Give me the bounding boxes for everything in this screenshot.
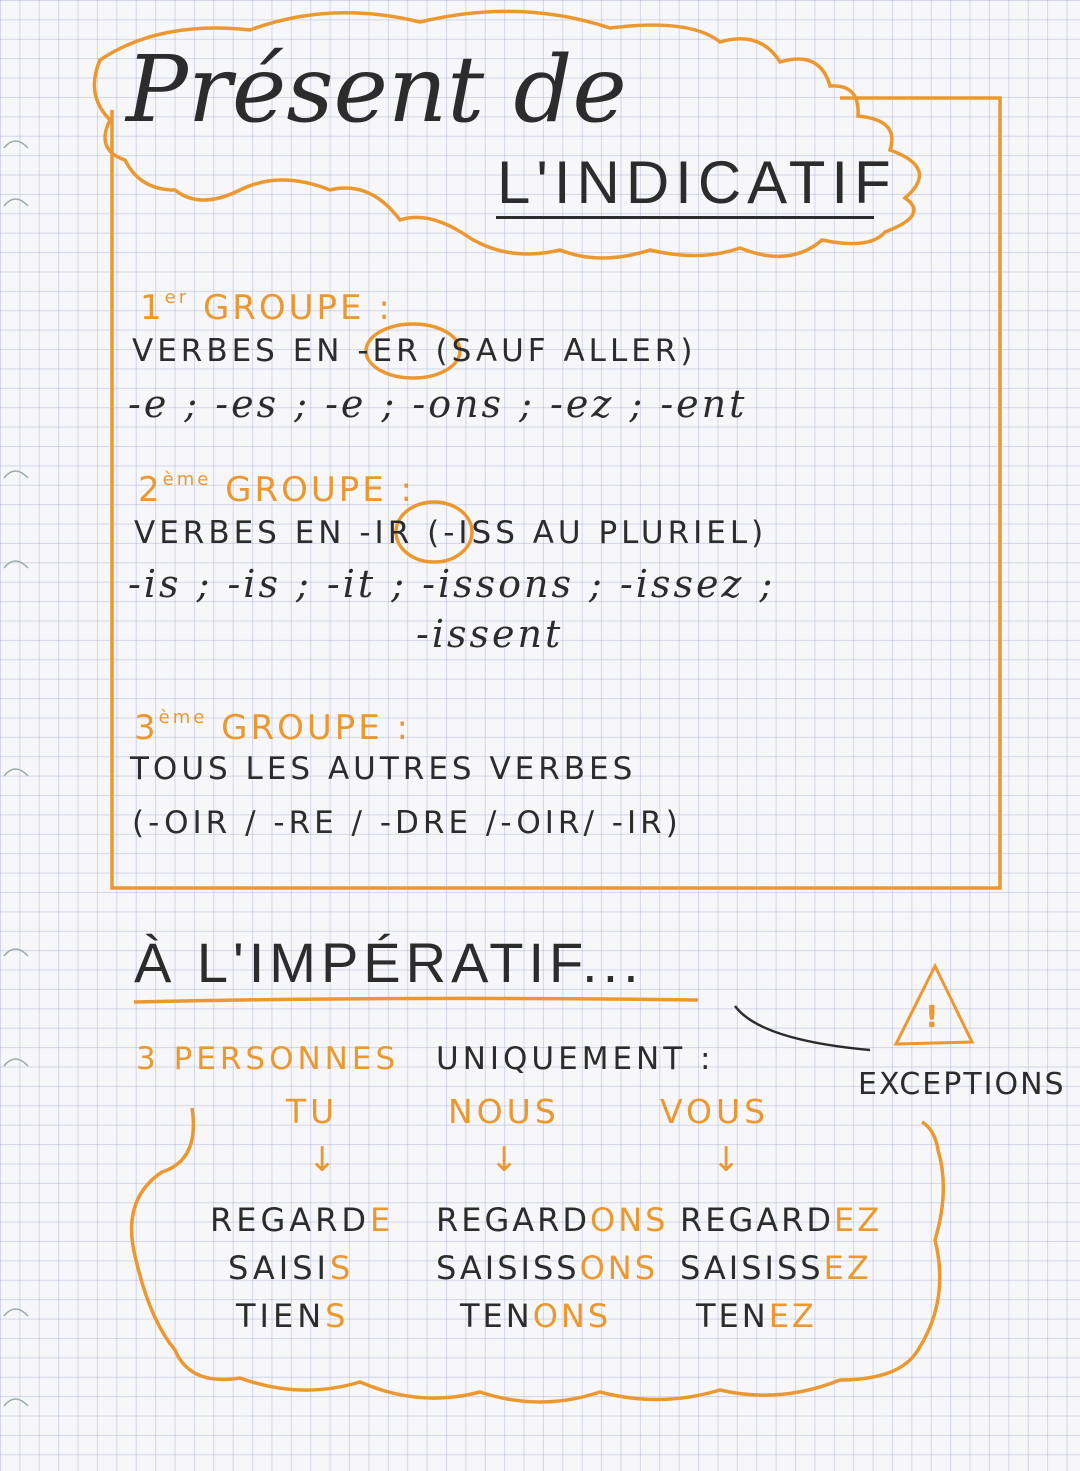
page-title: Présent de bbox=[126, 36, 627, 143]
person-nous: NOUS bbox=[448, 1092, 560, 1131]
group-3-heading bbox=[134, 698, 411, 748]
verb-ending: S bbox=[325, 1297, 350, 1335]
persons-label: 3 PERSONNES bbox=[136, 1041, 400, 1077]
verb-stem: SAISISS bbox=[680, 1249, 824, 1287]
verb-ending: EZ bbox=[823, 1249, 872, 1287]
verb-ending: ONS bbox=[590, 1201, 669, 1239]
group-2-sup: ème bbox=[162, 469, 212, 490]
group-2-number: 2 bbox=[138, 470, 163, 510]
verb-regarde bbox=[210, 1196, 394, 1244]
subtitle-underline bbox=[496, 216, 874, 219]
verb-ending: EZ bbox=[768, 1297, 817, 1335]
verb-stem: TIEN bbox=[236, 1297, 326, 1335]
group-1-rule-suffix: (SAUF ALLER) bbox=[435, 333, 697, 369]
group-2-endings-cont: -issent bbox=[416, 612, 564, 656]
verb-saisissons bbox=[436, 1244, 668, 1292]
group-2-rule-ending: -IR bbox=[359, 515, 414, 551]
only-label: UNIQUEMENT : bbox=[436, 1041, 715, 1077]
verb-stem: TEN bbox=[696, 1297, 769, 1335]
verb-stem: SAISISS bbox=[436, 1249, 580, 1287]
group-3-number: 3 bbox=[134, 708, 159, 748]
group-2-rule-suffix: (-ISS AU PLURIEL) bbox=[427, 515, 768, 551]
heading-underline bbox=[134, 998, 698, 1002]
group-1-sup: er bbox=[164, 287, 190, 308]
verb-stem: SAISI bbox=[228, 1249, 330, 1287]
person-vous: VOUS bbox=[660, 1092, 770, 1131]
group-2-heading bbox=[138, 460, 415, 510]
arrow-vous: ↓ bbox=[712, 1140, 741, 1180]
exceptions-curve bbox=[735, 1006, 870, 1050]
person-tu: TU bbox=[286, 1092, 339, 1131]
imperatif-heading: À L'IMPÉRATIF... bbox=[134, 931, 644, 994]
verb-tiens bbox=[210, 1292, 394, 1340]
warning-symbol: ! bbox=[925, 1000, 939, 1035]
group-1-heading bbox=[140, 278, 393, 328]
group-2-endings: -is ; -is ; -it ; -issons ; -issez ; bbox=[128, 562, 776, 606]
group-2-label: GROUPE : bbox=[225, 470, 416, 510]
group-2-rule-prefix: VERBES EN bbox=[134, 515, 346, 551]
verb-stem: REGARD bbox=[210, 1201, 371, 1239]
arrow-tu: ↓ bbox=[308, 1140, 337, 1180]
arrow-nous: ↓ bbox=[490, 1140, 519, 1180]
group-1-rule-prefix: VERBES EN bbox=[132, 333, 344, 369]
verb-ending: ONS bbox=[532, 1297, 612, 1335]
group-1-rule bbox=[132, 332, 696, 370]
verb-regardez bbox=[680, 1196, 882, 1244]
group-1-endings: -e ; -es ; -e ; -ons ; -ez ; -ent bbox=[128, 382, 748, 426]
verb-stem: REGARD bbox=[680, 1201, 835, 1239]
column-nous bbox=[436, 1196, 668, 1340]
page-subtitle: L'INDICATIF bbox=[497, 149, 897, 216]
group-1-number: 1 bbox=[140, 288, 165, 328]
column-tu bbox=[210, 1196, 394, 1340]
group-1-rule-ending: -ER bbox=[357, 333, 422, 369]
verb-tenons bbox=[436, 1292, 668, 1340]
group-1-label: GROUPE : bbox=[202, 288, 393, 328]
exceptions-label: EXCEPTIONS bbox=[858, 1067, 1066, 1102]
group-2-rule bbox=[134, 514, 767, 552]
column-vous bbox=[680, 1196, 882, 1340]
group-3-rule-endings: (-OIR / -RE / -DRE /-OIR/ -IR) bbox=[132, 805, 682, 841]
group-3-label: GROUPE : bbox=[221, 708, 412, 748]
verb-saisissez bbox=[680, 1244, 882, 1292]
verb-saisis bbox=[210, 1244, 394, 1292]
verb-regardons bbox=[436, 1196, 668, 1244]
verb-tenez bbox=[680, 1292, 882, 1340]
verb-ending: ONS bbox=[579, 1249, 659, 1287]
group-3-rule: TOUS LES AUTRES VERBES bbox=[130, 751, 637, 787]
group-3-sup: ème bbox=[158, 707, 208, 728]
verb-ending: EZ bbox=[834, 1201, 883, 1239]
verb-stem: REGARD bbox=[436, 1201, 591, 1239]
verb-stem: TEN bbox=[460, 1297, 533, 1335]
verb-ending: S bbox=[329, 1249, 355, 1287]
verb-ending: E bbox=[370, 1201, 395, 1239]
